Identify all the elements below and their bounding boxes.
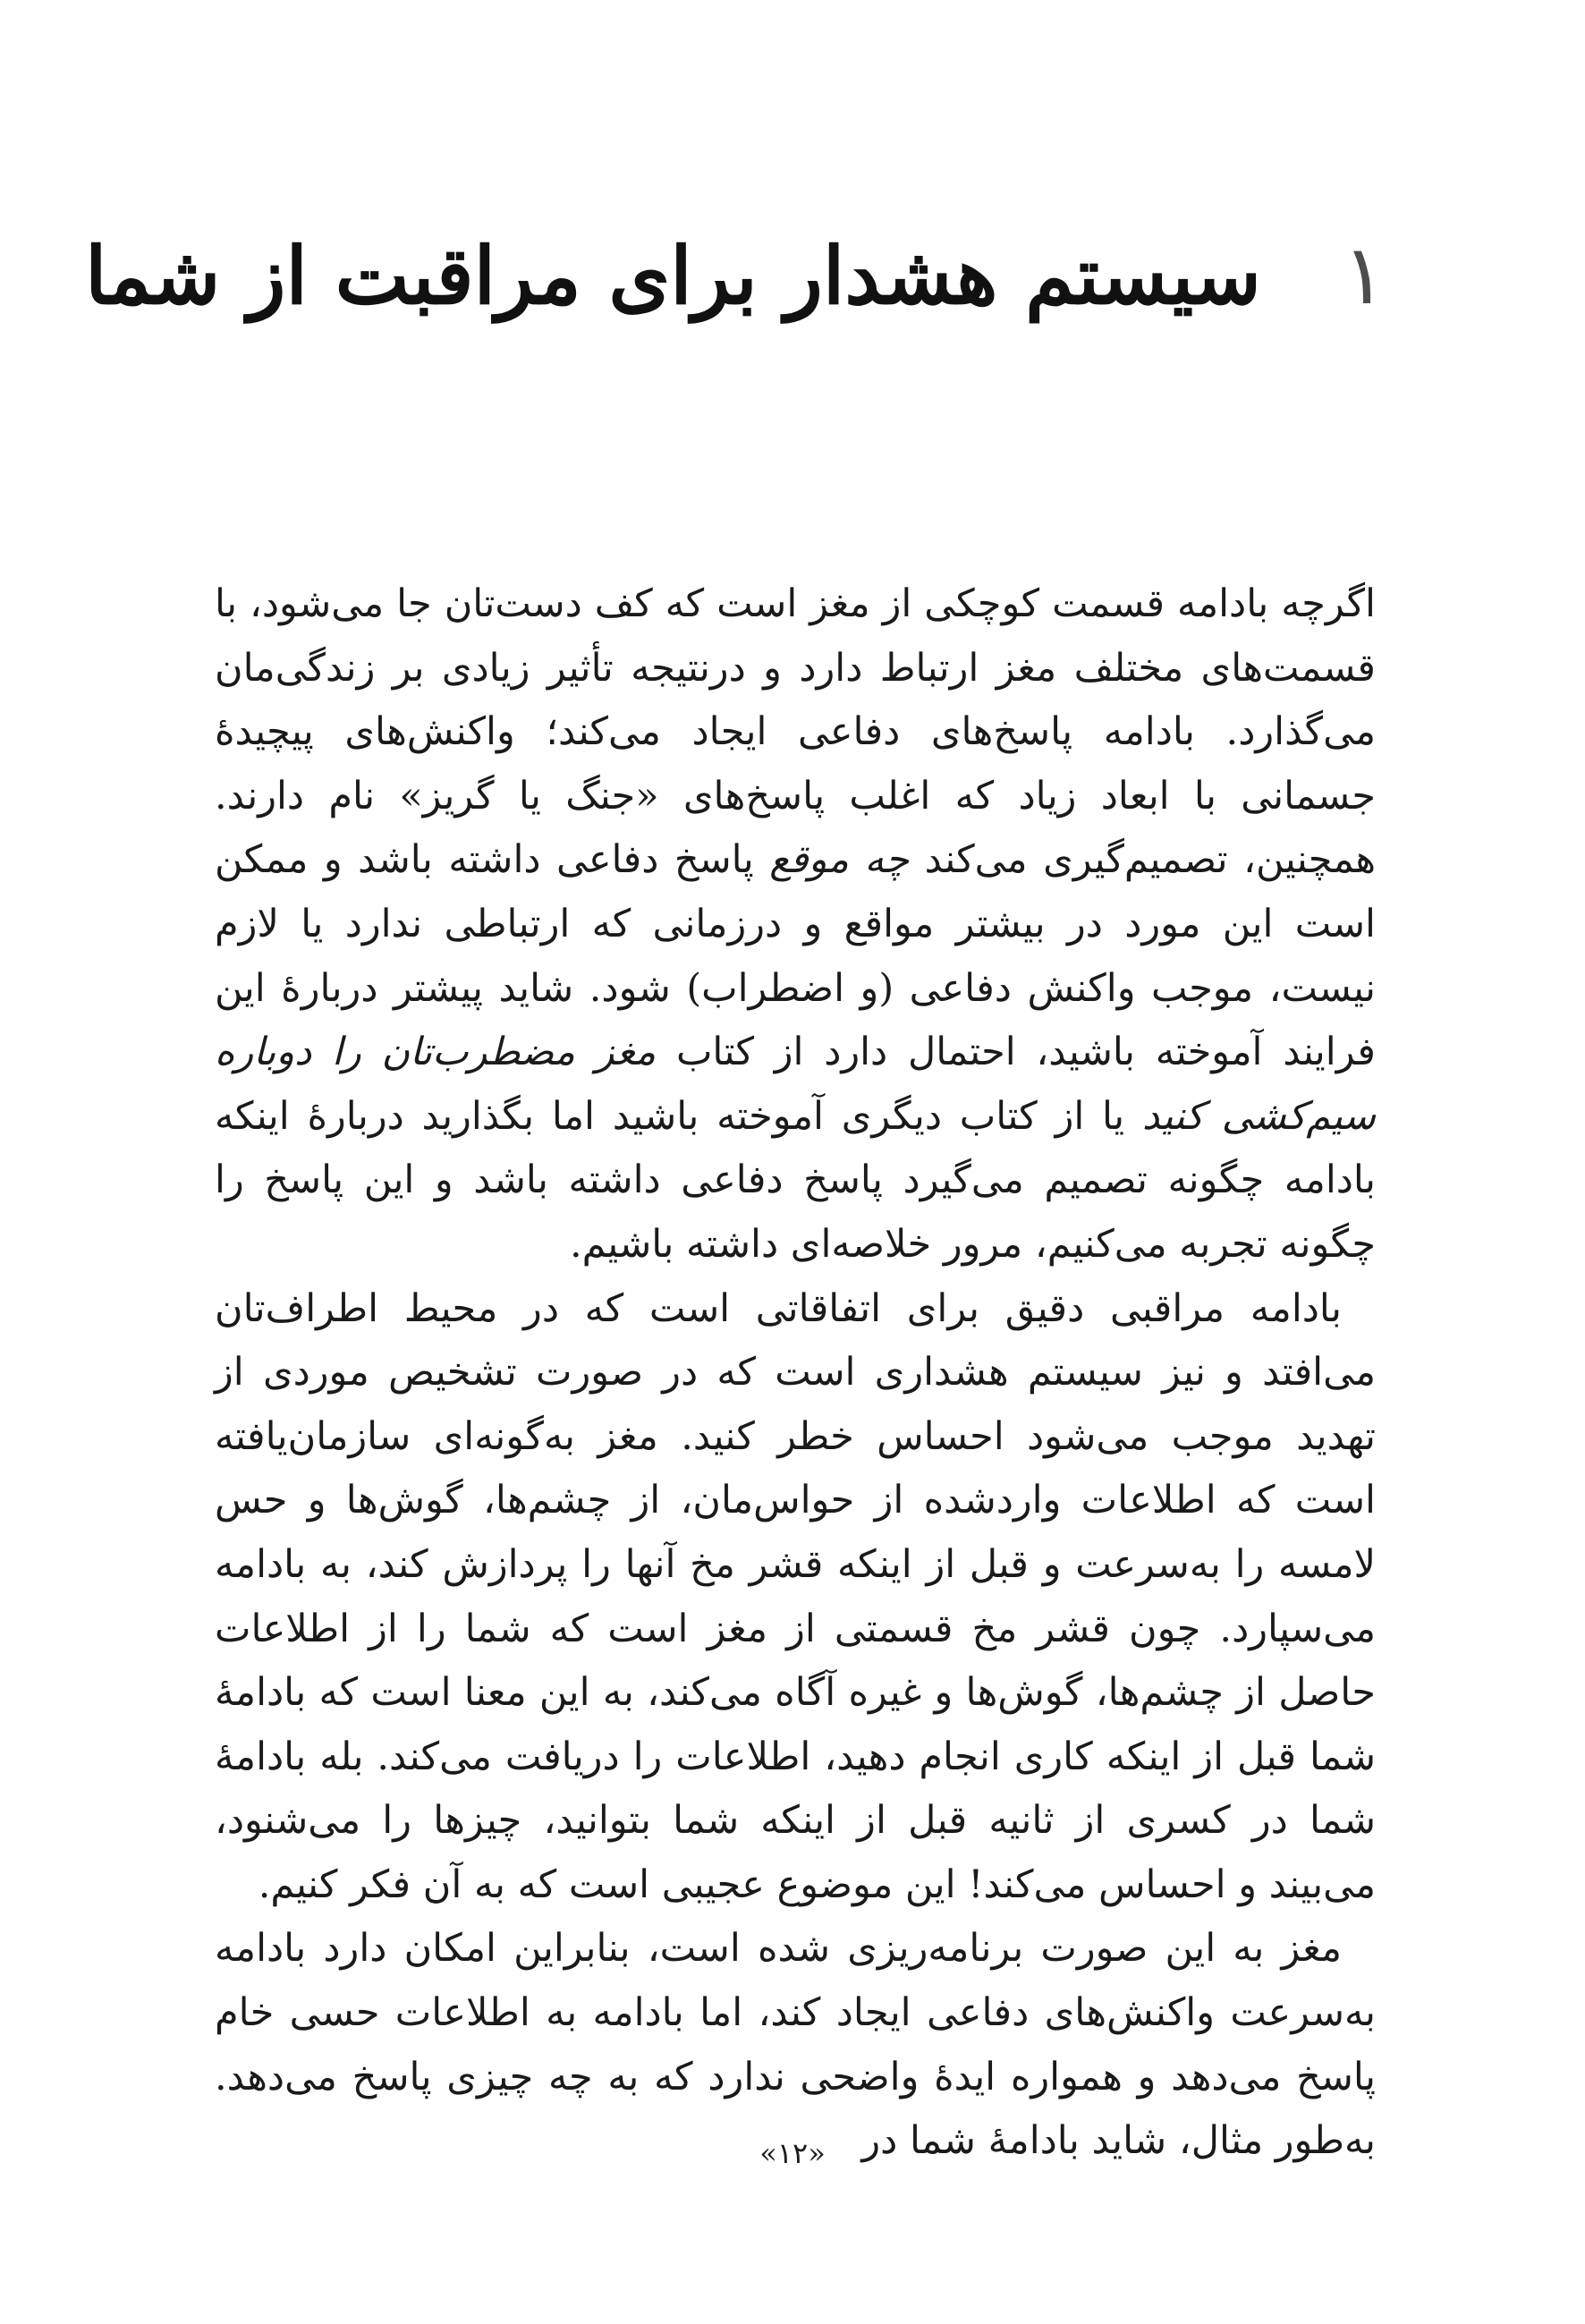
paragraph-2: بادامه مراقبی دقیق برای اتفاقاتی است که در محیط اطراف‌تان می‌افتد و نیز سیستم هشداری است که در صورت تشخیص موردی از تهدید موجب می‌شود احساس خطر کنید. مغز به‌گونه‌ای سازمان‌یافته است که اطلاعات واردشده از حواس‌مان، از چشم‌ها، گوش‌ها و حس لامسه را به‌سرعت و قبل از اینکه قشر مخ آنها را پردازش کند، به بادامه می‌سپارد. چون قشر مخ قسمتی از مغز است که شما را از اطلاعات حاصل از چشم‌ها، گوش‌ها و غیره آگاه می‌کند، به این معنا است که بادامهٔ شما قبل از اینکه کاری انجام دهید، اطلاعات را دریافت می‌کند. بله بادامهٔ شما در کسری از ثانیه قبل از اینکه شما بتوانید، چیزها را می‌شنود، می‌بیند و احساس می‌کند! این موضوع عجیبی است که به آن فکر کنیم. (215, 1285, 1376, 1907)
paragraph-3: مغز به این صورت برنامه‌ریزی شده است، بنابراین امکان دارد بادامه به‌سرعت واکنش‌های دفاعی ایجاد کند، اما بادامه به اطلاعات حسی خام پاسخ می‌دهد و همواره ایدهٔ واضحی ندارد که به چه چیزی پاسخ می‌دهد. به‌طور مثال، شاید بادامهٔ شما در (215, 1926, 1376, 2164)
paragraph-1 (215, 573, 1376, 1277)
paragraph-1-part-b: پاسخ دفاعی داشته باشد و ممکن است این مورد در بیشتر مواقع و درزمانی که ارتباطی ندارد یا لازم نیست، موجب واکنش دفاعی (و اضطراب) شود. شاید پیشتر دربارهٔ این فرایند آموخته باشید، احتمال دارد از کتاب (215, 837, 1376, 1075)
page-number: «۱۲» (759, 2136, 826, 2170)
paragraph-1-part-c: یا از کتاب دیگری آموخته باشید اما بگذارید دربارهٔ اینکه بادامه چگونه تصمیم می‌گیرد پاسخ دفاعی داشته باشد و این پاسخ را چگونه تجربه می‌کنیم، مرور خلاصه‌ای داشته باشیم. (215, 1093, 1376, 1267)
paragraph-1-part-a: اگرچه بادامه قسمت کوچکی از مغز است که کف دست‌تان جا می‌شود، با قسمت‌های مختلف مغز ارتباط دارد و درنتیجه تأثیر زیادی بر زندگی‌مان می‌گذارد. بادامه پاسخ‌های دفاعی ایجاد می‌کند؛ واکنش‌های پیچیدهٔ جسمانی با ابعاد زیاد که اغلب پاسخ‌های «جنگ یا گریز» نام دارند. همچنین، تصمیم‌گیری می‌کند (215, 581, 1376, 883)
body-text (215, 573, 1376, 2174)
chapter-header (84, 204, 1386, 347)
chapter-number: ۱ (1342, 227, 1386, 323)
book-title-reference: مغز مضطرب‌تان را دوباره سیم‌کشی کنید (215, 1030, 1376, 1139)
paragraph-1-italic-when: چه موقع (769, 837, 910, 883)
chapter-title: سیستم هشدار برای مراقبت از شما (84, 229, 1261, 322)
